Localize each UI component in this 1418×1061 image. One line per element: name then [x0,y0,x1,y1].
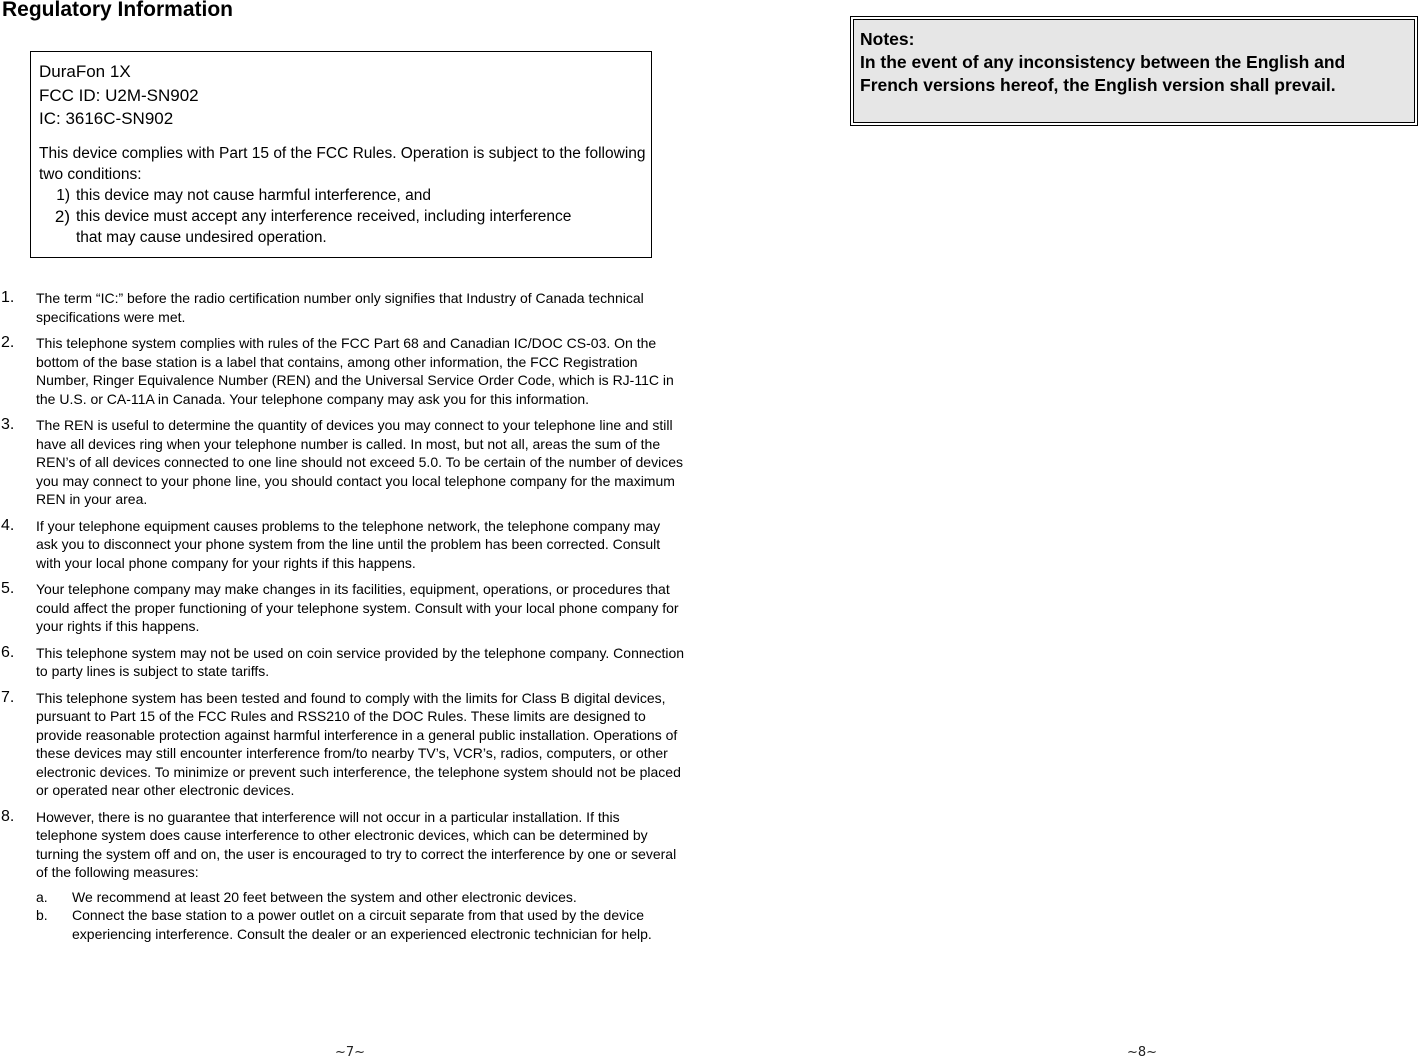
fcc-compliance-box [30,51,652,258]
fcc-id: FCC ID: U2M-SN902 [39,85,199,105]
item-text: However, there is no guarantee that interference will not occur in a particular installation. If this telephone system does cause interference to other electronic devices, which can be determined by turning the system off and on, the user is encouraged to try to correct the interference by one or several of the following measures: [36,808,677,880]
item-text: Your telephone company may make changes in its facilities, equipment, operations, or procedures that could affect the proper functioning of your telephone system. Consult with your local phone company for your rights if this happens. [36,581,679,634]
fcc-condition-1 [39,185,651,206]
item-number: 1. [1,289,15,306]
ic-id: IC: 3616C-SN902 [39,109,174,128]
right-page [709,0,1418,1061]
sub-item-letter: a. [36,888,48,905]
list-item-2 [0,334,690,408]
sub-item-text: Connect the base station to a power outlet on a circuit separate from that used by the device experiencing interference. Consult the dealer or an experienced electronic technician for help. [72,907,652,942]
list-item-5 [0,580,690,636]
item-text: The term “IC:” before the radio certification number only signifies that Industry of Canada technical specifications were met. [36,290,644,325]
device-model: DuraFon 1X [39,62,131,81]
item-text: The REN is useful to determine the quantity of devices you may connect to your telephone line and still have all devices ring when your telephone number is called. In most, but not all, areas the sum of the REN’s of all devices connected to one line should not exceed 5.0. To be certain of the number of devices you may connect to your phone line, you should contact you local telephone company for the maximum REN in your area. [36,417,683,507]
device-ids [39,60,651,131]
sub-item-text: We recommend at least 20 feet between the system and other electronic devices. [72,888,577,905]
page-number: ~8~ [1127,1045,1158,1060]
list-item-4 [0,517,690,573]
item-number: 4. [1,516,15,534]
item-number: 8. [1,807,15,825]
item-number: 7. [1,688,15,706]
condition-text: this device may not cause harmful interference, and [76,186,431,204]
notes-text: In the event of any inconsistency between the English and French versions hereof, the English version shall prevail. [860,52,1346,95]
list-item-6 [0,644,690,681]
item-body [36,808,690,944]
page-title: Regulatory Information [2,0,234,21]
item-text: If your telephone equipment causes problems to the telephone network, the telephone company may ask you to disconnect your phone system from the line until the problem has been corrected. Consult with your local phone company for your rights if this happens. [36,517,661,571]
sub-item-b [36,906,684,943]
item-text: This telephone system may not be used on coin service provided by the telephone company. Connection to party lines is subject to state tariffs. [36,644,685,679]
notes-title: Notes: [860,29,915,49]
item-text: This telephone system complies with rules of the FCC Part 68 and Canadian IC/DOC CS-03. On the bottom of the base station is a label that contains, among other information, the FCC Registration Number, Ringer Equivalence Number (REN) and the Universal Service Order Code, which is RJ-11C in the U.S. or CA-11A in Canada. Your telephone company may ask you for this information. [36,335,674,407]
list-item-7 [0,689,690,800]
item-number: 5. [1,580,15,597]
fcc-statement: This device complies with Part 15 of the FCC Rules. Operation is subject to the following two conditions: [39,144,646,183]
item-text: This telephone system has been tested and found to comply with the limits for Class B digital devices, pursuant to Part 15 of the FCC Rules and RSS210 of the DOC Rules. These limits are designed to provide reasonable protection against harmful interference in a general public installation. Operations of these devices may still encounter interference from/to nearby TV’s, VCR’s, radios, computers, or other electronic devices. To minimize or prevent such interference, the telephone system should not be placed or operated near other electronic devices. [36,689,681,798]
item-number: 3. [1,416,15,433]
item-number: 2. [1,334,15,351]
sub-item-letter: b. [36,907,48,923]
page-number: ~7~ [335,1045,366,1060]
list-item-1 [0,289,690,326]
fcc-condition-2 [39,206,651,248]
list-item-3 [0,416,690,509]
condition-text: this device must accept any interference received, including interference that may cause undesired operation. [76,207,572,246]
item-number: 6. [1,643,15,661]
condition-number: 1) [56,186,70,204]
regulatory-list [0,289,690,951]
condition-number: 2) [54,206,70,226]
list-item-8 [0,808,690,944]
sub-item-a [36,888,684,907]
notes-content [853,19,1415,123]
notes-box [850,16,1418,126]
